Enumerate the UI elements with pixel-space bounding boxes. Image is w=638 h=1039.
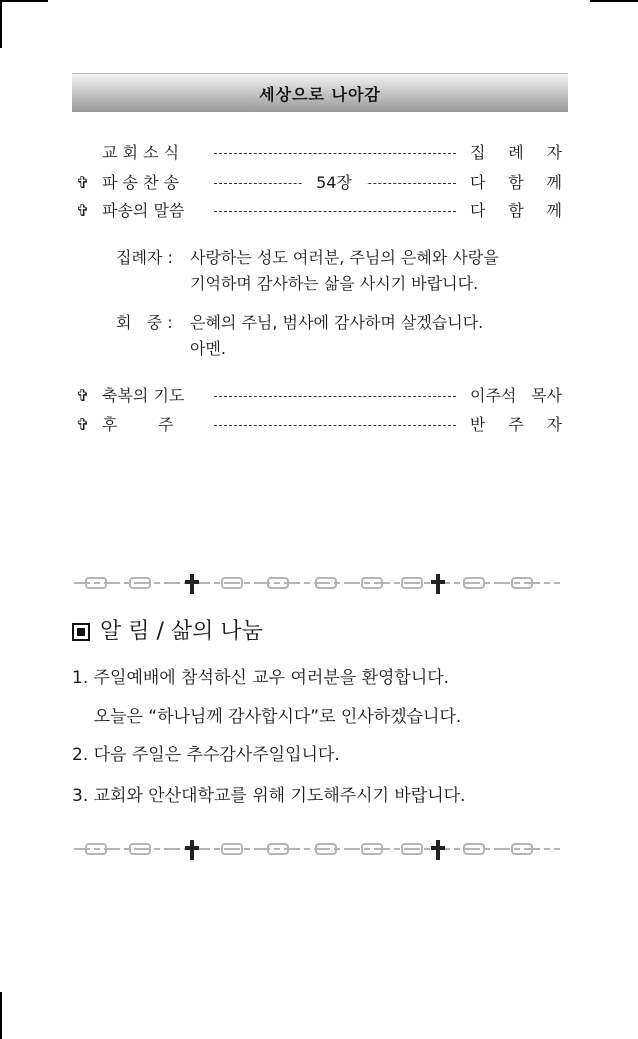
order-row [72, 412, 568, 438]
cross-icon: ✞ [76, 173, 90, 192]
notices-heading [72, 616, 263, 648]
order-item: 축복의 기도 [102, 386, 185, 405]
order-leader: 다 함 께 [470, 173, 562, 192]
square-bullet-icon [72, 623, 90, 641]
chain-cross-divider [72, 572, 562, 594]
order-item: 파 송 찬 송 [102, 173, 180, 192]
order-row [72, 140, 568, 166]
cross-icon: ✞ [76, 415, 90, 434]
order-leader: 반 주 자 [470, 415, 562, 434]
speaker-text: 사랑하는 성도 여러분, 주님의 은혜와 사랑을 기억하며 감사하는 삶을 사시기 바랍니다. [190, 248, 499, 293]
dash-leader [214, 153, 456, 154]
hymn-number: 54장 [302, 170, 366, 196]
dash-leader [214, 211, 456, 212]
order-item: 파송의 말씀 [102, 201, 185, 220]
crop-mark-bottom-left [0, 992, 2, 1039]
order-row [72, 170, 568, 196]
chain-cross-divider [72, 838, 562, 860]
order-leader: 집 례 자 [470, 143, 562, 162]
responsive-leader [116, 245, 556, 301]
order-leader: 이주석 목사 [470, 386, 562, 405]
speaker-text: 은혜의 주님, 범사에 감사하며 살겠습니다. 아멘. [190, 313, 484, 358]
notice-item: 1. 주일예배에 참석하신 교우 여러분을 환영합니다. [72, 668, 450, 688]
order-row [72, 198, 568, 224]
crop-mark-top-right [590, 0, 638, 2]
section-title: 세상으로 나아감 [259, 84, 381, 104]
order-leader: 다 함 께 [470, 201, 562, 220]
speaker-label: 회 중 : [116, 313, 173, 332]
notices-title: 알 림 / 삶의 나눔 [100, 619, 263, 644]
section-header [72, 73, 568, 112]
order-item: 후 주 [102, 415, 174, 434]
notice-item: 오늘은 “하나님께 감사합시다”로 인사하겠습니다. [72, 707, 462, 727]
notice-item: 2. 다음 주일은 추수감사주일입니다. [72, 745, 340, 765]
responsive-congregation [116, 310, 556, 366]
crop-mark-top-left [0, 0, 2, 48]
speaker-label: 집례자 : [116, 248, 173, 267]
order-item: 교 회 소 식 [102, 143, 180, 162]
dash-leader [214, 396, 456, 397]
order-row [72, 383, 568, 409]
cross-icon: ✞ [76, 386, 90, 405]
dash-leader [214, 425, 456, 426]
crop-mark-top-left-h [0, 0, 48, 2]
notice-item: 3. 교회와 안산대학교를 위해 기도해주시기 바랍니다. [72, 786, 466, 806]
cross-icon: ✞ [76, 201, 90, 220]
